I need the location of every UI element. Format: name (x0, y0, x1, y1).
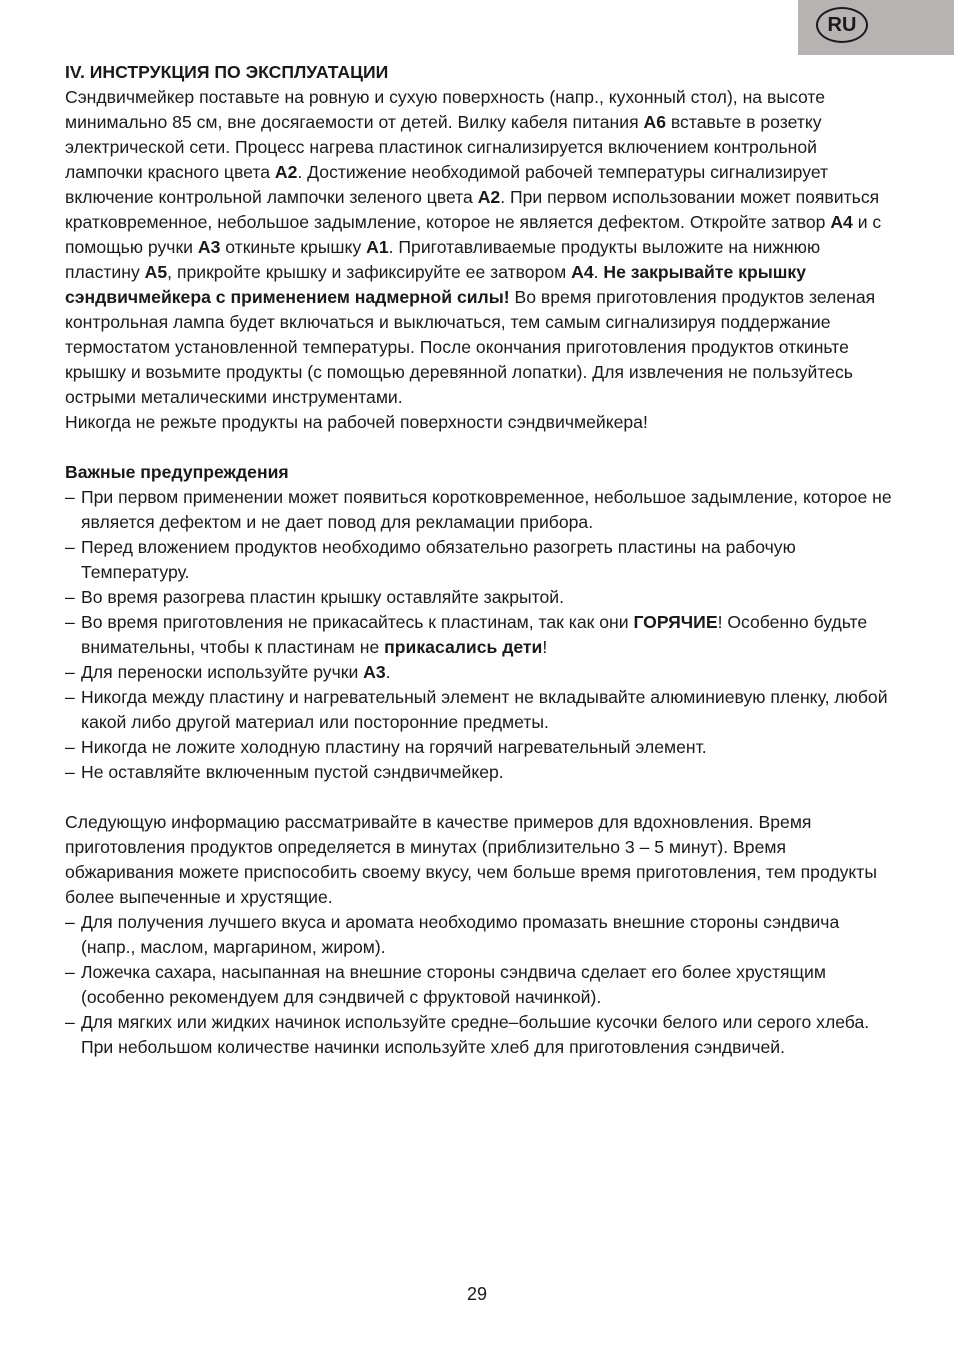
list-item (65, 685, 895, 735)
list-item: – Для получения лучшего вкуса и аромата необходимо промазать внешние стороны сэндвича (напр., маслом, маргарином, жиром). (65, 910, 895, 960)
text-run: Не оставляйте включенным пустой сэндвичмейкер. (81, 762, 504, 782)
bold-text: A4 (571, 262, 594, 282)
text-run: Во время разогрева пластин крышку оставляйте закрытой. (81, 587, 565, 607)
text-run: Никогда между пластину и нагревательный элемент не вкладывайте алюминиевую пленку, любой какой либо другой материал или посторонние предметы. (81, 687, 888, 732)
list-item (65, 485, 895, 535)
warnings-list (65, 485, 895, 785)
page-number: 29 (466, 1284, 488, 1304)
bold-text: A3 (363, 662, 386, 682)
language-tab (798, 0, 954, 55)
bold-text: Не закрывайте крышку сэндвичмейкера с применением надмерной силы! (65, 262, 806, 307)
list-item (65, 735, 895, 760)
text-run: ! (542, 637, 548, 657)
text-run: вставьте в розетку электрической сети. Процесс нагрева пластинок сигнализируется включением контрольной лампочки красного цвета (65, 112, 822, 182)
text-run: , прикройте крышку и зафиксируйте ее затвором (167, 262, 572, 282)
bold-text: A3 (197, 237, 221, 257)
instructions-paragraph (65, 85, 895, 410)
tips-intro: Следующую информацию рассматривайте в качестве примеров для вдохновления. Время приготовления продуктов определяется в минутах (приблизительно 3 – 5 минут). Время обжаривания можете приспособить своему вкусу, чем больше время приготовления, тем продукты более выпеченные и хрустящие. (65, 812, 878, 907)
bold-text: A4 (830, 212, 853, 232)
text-run: Никогда не ложите холодную пластину на горячий нагревательный элемент. (81, 737, 707, 757)
list-item (65, 760, 895, 785)
bold-text: A5 (144, 262, 168, 282)
text-run: и с помощью ручки (65, 212, 882, 257)
list-item (65, 585, 895, 610)
list-item (65, 610, 895, 660)
tips-list (65, 910, 895, 1060)
bold-text: ГОРЯЧИЕ (633, 612, 718, 632)
language-badge: RU (816, 7, 868, 43)
bold-text: A2 (274, 162, 298, 182)
warning-cutting: Никогда не режьте продукты на рабочей поверхности сэндвичмейкера! (65, 412, 648, 432)
text-run: Во время приготовления не прикасайтесь к пластинам, так как они (81, 612, 634, 632)
text-run: . Приготавливаемые продукты выложите на нижнюю пластину (65, 237, 821, 282)
text-run: Сэндвичмейкер поставьте на ровную и сухую поверхность (напр., кухонный стол), на высоте минимально 85 см, вне досягаемости от детей. Вилку кабеля питания (65, 87, 826, 132)
list-item: – Для мягких или жидких начинок используйте средне–большие кусочки белого или серого хлеба. При небольшом количестве начинки используйте хлеб для приготовления сэндвичей. (65, 1010, 895, 1060)
list-item: – Ложечка сахара, насыпанная на внешние стороны сэндвича сделает его более хрустящим (особенно рекомендуем для сэндвичей с фруктовой начинкой). (65, 960, 895, 1010)
bold-text: A2 (477, 187, 501, 207)
bold-text: прикасались дети (384, 637, 543, 657)
list-item (65, 660, 895, 685)
text-run: откиньте крышку (220, 237, 367, 257)
text-run: Перед вложением продуктов необходимо обязательно разогреть пластины на рабочую Температуру. (81, 537, 796, 582)
text-run: . (593, 262, 604, 282)
text-run: Во время приготовления продуктов зеленая контрольная лампа будет включаться и выключаться, тем самым сигнализируя поддержание термостатом установленной температуры. После окончания приготовления продуктов откиньте крышку и возьмите продукты (с помощью деревянной лопатки). Для извлечения не пользуйтесь острыми металическими инструментами. (65, 287, 876, 407)
bold-text: A1 (366, 237, 389, 257)
text-run: ! Особенно будьте внимательны, чтобы к пластинам не (81, 612, 868, 657)
text-run: Для переноски используйте ручки (81, 662, 364, 682)
page-content (65, 60, 895, 1060)
warnings-heading: Важные предупреждения (65, 462, 289, 482)
section-heading: IV. ИНСТРУКЦИЯ ПО ЭКСПЛУАТАЦИИ (65, 62, 389, 82)
text-run: . При первом использовании может появиться кратковременное, небольшое задымление, которое не является дефектом. Откройте затвор (65, 187, 880, 232)
bold-text: A6 (643, 112, 667, 132)
text-run: При первом применении может появиться коротковременное, небольшое задымление, которое не является дефектом и не дает повод для рекламации прибора. (81, 487, 892, 532)
text-run: . Достижение необходимой рабочей температуры сигнализирует включение контрольной лампочки зеленого цвета (65, 162, 829, 207)
text-run: . (385, 662, 391, 682)
list-item (65, 535, 895, 585)
